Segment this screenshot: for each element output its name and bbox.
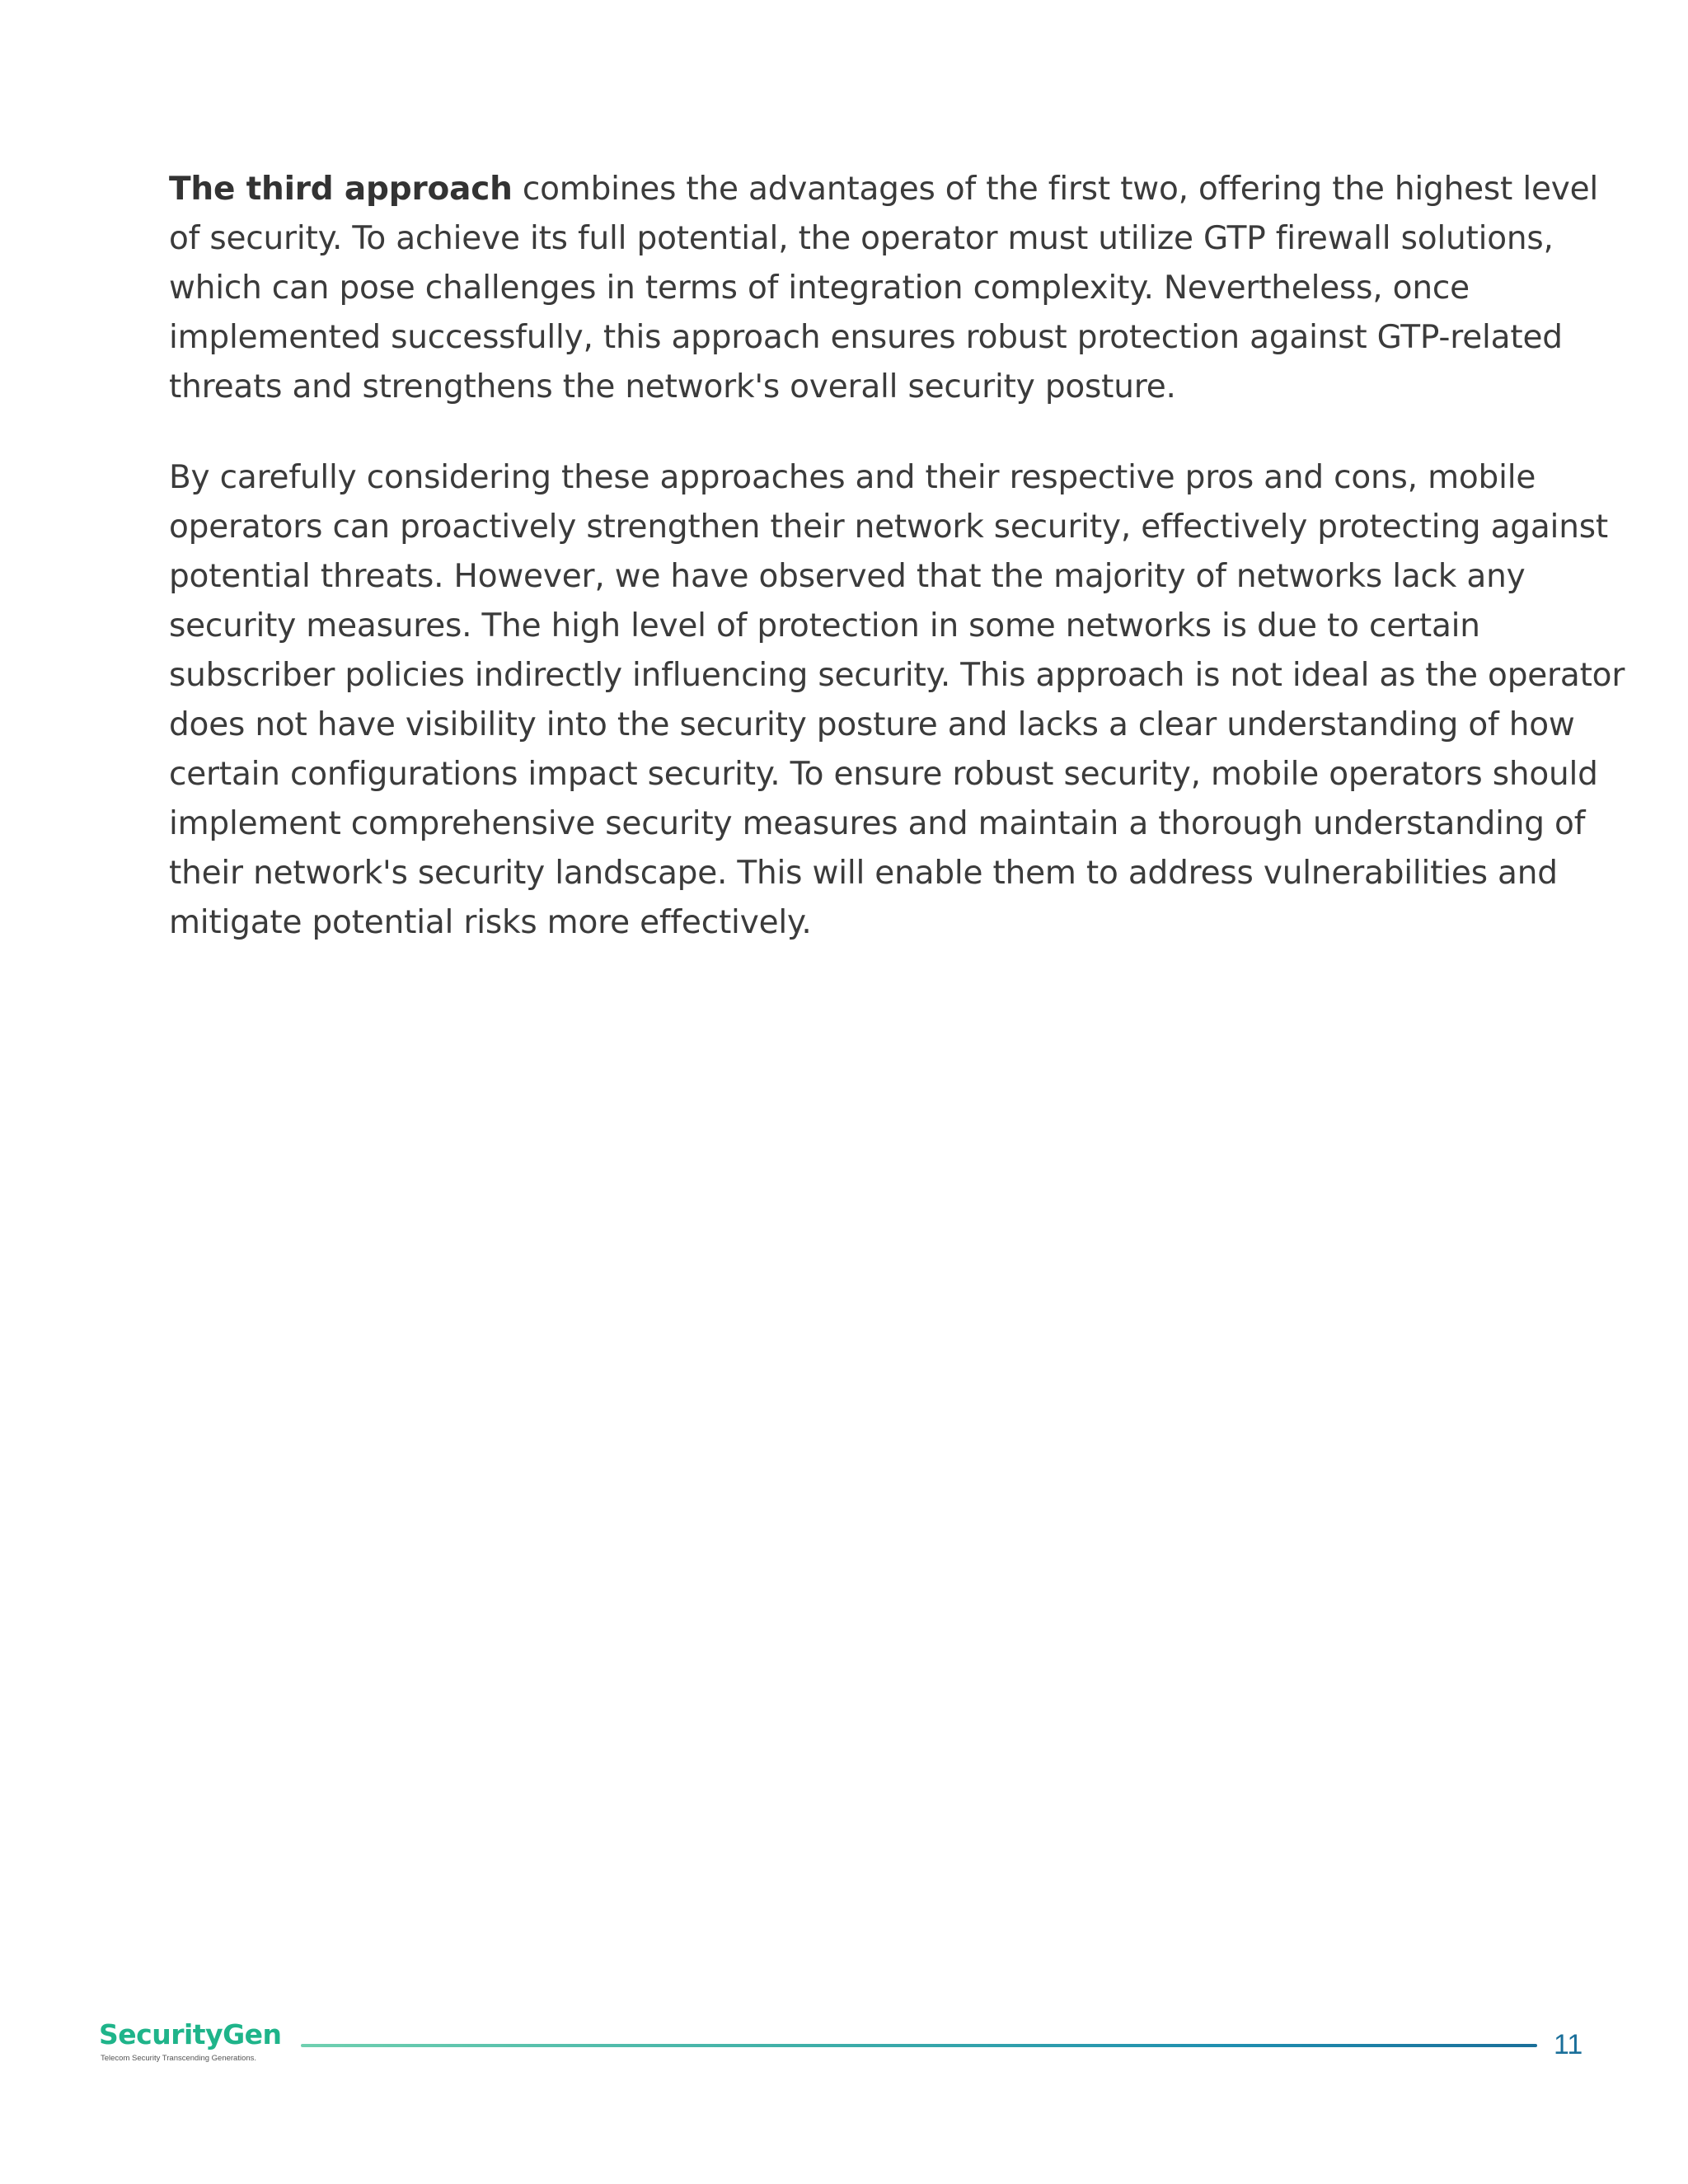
securitygen-logo: [99, 2018, 288, 2075]
paragraph-third-approach: [169, 165, 1636, 412]
paragraph-body: combines the advantages of the first two, offering the highest level of security. To achieve its full potential, the operator must utilize GTP firewall solutions, which can pose challenges in terms of integration complexity. Nevertheless, once implemented successfully, this approach ensures robust protection against GTP-related threats and strengthens the network's overall security posture.: [169, 171, 1599, 405]
page-footer: [99, 2018, 1583, 2075]
main-content: [169, 165, 1636, 989]
paragraph-conclusion: By carefully considering these approaches and their respective pros and cons, mobile operators can proactively strengthen their network security, effectively protecting against potential threats. However, we have observed that the majority of networks lack any security measures. The high level of protection in some networks is due to certain subscriber policies indirectly influencing security. This approach is not ideal as the operator does not have visibility into the security posture and lacks a clear understanding of how certain configurations impact security. To ensure robust security, mobile operators should implement comprehensive security measures and maintain a thorough understanding of their network's security landscape. This will enable them to address vulnerabilities and mitigate potential risks more effectively.: [169, 459, 1625, 941]
footer-divider: [301, 2044, 1537, 2047]
logo-tagline: Telecom Security Transcending Generations.: [101, 2054, 257, 2063]
logo-wordmark: SecurityGen: [99, 2018, 282, 2050]
paragraph-lead: The third approach: [169, 171, 513, 208]
page-number: 11: [1554, 2029, 1583, 2060]
